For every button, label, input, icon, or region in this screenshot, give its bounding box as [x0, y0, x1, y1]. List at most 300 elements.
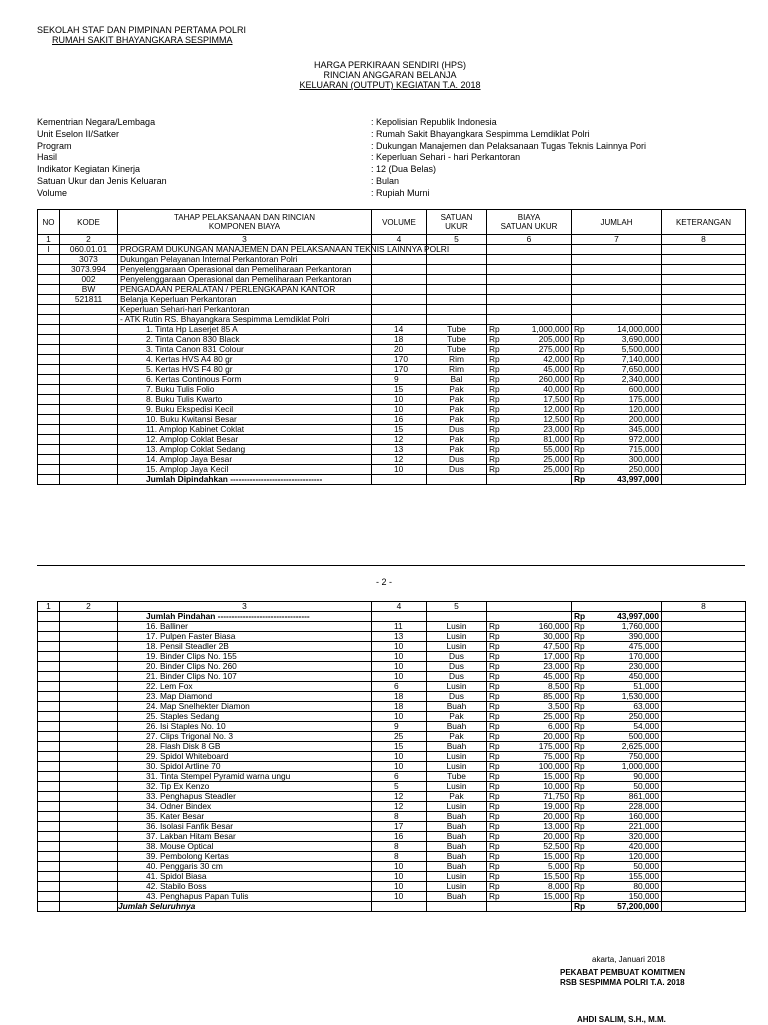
item-name: 28. Flash Disk 8 GB: [118, 742, 372, 752]
item-unit: Buah: [427, 832, 487, 842]
item-unit: Lusin: [427, 632, 487, 642]
item-row: [38, 365, 746, 375]
cell: [372, 265, 427, 275]
title-line-1: HARGA PERKIRAAN SENDIRI (HPS): [313, 60, 467, 70]
item-total-value: 345,000: [628, 424, 659, 434]
cell: [487, 265, 572, 275]
item-row: [38, 662, 746, 672]
item-total-value: 715,000: [628, 444, 659, 454]
currency: Rp: [574, 671, 585, 681]
cell: [662, 682, 746, 692]
cell: [38, 802, 60, 812]
item-name: 41. Spidol Biasa: [118, 872, 372, 882]
item-unit: Pak: [427, 405, 487, 415]
item-unit: Dus: [427, 465, 487, 475]
currency: Rp: [489, 821, 500, 831]
item-total-value: 390,000: [628, 631, 659, 641]
item-price-value: 47,500: [543, 641, 569, 651]
cell: [60, 445, 118, 455]
item-volume: 10: [372, 652, 427, 662]
item-volume: 10: [372, 862, 427, 872]
column-number: 2: [60, 235, 118, 245]
item-volume: 13: [372, 632, 427, 642]
row-no: [38, 265, 60, 275]
cell: [572, 305, 662, 315]
cell: [487, 315, 572, 325]
header-biaya-line-1: BIAYA: [517, 213, 541, 222]
cell: [662, 612, 746, 622]
cell: [662, 732, 746, 742]
currency: Rp: [574, 324, 585, 334]
item-price-value: 23,000: [543, 424, 569, 434]
info-row: [37, 129, 717, 141]
item-volume: 11: [372, 622, 427, 632]
item-total: [572, 712, 662, 722]
cell: [60, 722, 118, 732]
item-row: [38, 702, 746, 712]
currency: Rp: [574, 741, 585, 751]
cell: [38, 782, 60, 792]
currency: Rp: [574, 344, 585, 354]
page-divider: [37, 565, 745, 566]
item-name: 1. Tinta Hp Laserjet 85 A: [118, 325, 372, 335]
item-price-value: 13,000: [543, 821, 569, 831]
item-volume: 10: [372, 405, 427, 415]
item-total-value: 972,000: [628, 434, 659, 444]
row-description: - ATK Rutin RS. Bhayangkara Sespimma Lemdiklat Polri: [118, 315, 372, 325]
item-total: [572, 762, 662, 772]
item-volume: 12: [372, 435, 427, 445]
currency: Rp: [489, 374, 500, 384]
cell: [572, 295, 662, 305]
item-row: [38, 872, 746, 882]
row-description: PROGRAM DUKUNGAN MANAJEMEN DAN PELAKSANAAN TEKNIS LAINNYA POLRI: [118, 245, 372, 255]
item-row: [38, 632, 746, 642]
subtotal-amount: [572, 475, 662, 485]
currency: Rp: [574, 364, 585, 374]
item-unit: Lusin: [427, 752, 487, 762]
currency: Rp: [489, 791, 500, 801]
item-total-value: 2,625,000: [621, 741, 659, 751]
item-price: [487, 882, 572, 892]
cell: [60, 395, 118, 405]
item-total-value: 150,000: [628, 891, 659, 901]
currency: Rp: [489, 671, 500, 681]
item-row: [38, 415, 746, 425]
cell: [662, 435, 746, 445]
item-row: [38, 425, 746, 435]
currency: Rp: [574, 871, 585, 881]
cell: [662, 812, 746, 822]
cell: [38, 842, 60, 852]
item-name: 30. Spidol Artline 70: [118, 762, 372, 772]
cell: [38, 702, 60, 712]
cell: [662, 852, 746, 862]
item-name: 22. Lem Fox: [118, 682, 372, 692]
item-name: 32. Tip Ex Kenzo: [118, 782, 372, 792]
budget-table-page-1: [37, 209, 746, 485]
currency: Rp: [574, 354, 585, 364]
row-description: PENGADAAN PERALATAN / PERLENGKAPAN KANTOR: [118, 285, 372, 295]
item-total: [572, 652, 662, 662]
item-total-value: 7,140,000: [621, 354, 659, 364]
cell: [427, 255, 487, 265]
item-name: 19. Binder Clips No. 155: [118, 652, 372, 662]
item-price-value: 205,000: [538, 334, 569, 344]
header-tahap-line-1: TAHAP PELAKSANAAN DAN RINCIAN: [173, 213, 316, 222]
item-name: 26. Isi Staples No. 10: [118, 722, 372, 732]
item-price-value: 52,500: [543, 841, 569, 851]
item-row: [38, 405, 746, 415]
cell: [662, 355, 746, 365]
currency: Rp: [574, 651, 585, 661]
item-volume: 13: [372, 445, 427, 455]
item-price: [487, 672, 572, 682]
item-row: [38, 812, 746, 822]
cell: [60, 642, 118, 652]
cell: [60, 662, 118, 672]
item-volume: 10: [372, 872, 427, 882]
cell: [372, 315, 427, 325]
item-total: [572, 435, 662, 445]
currency: Rp: [489, 801, 500, 811]
item-price-value: 100,000: [538, 761, 569, 771]
item-price: [487, 415, 572, 425]
currency: Rp: [489, 721, 500, 731]
currency: Rp: [489, 851, 500, 861]
item-total: [572, 792, 662, 802]
cell: [38, 762, 60, 772]
info-label: Volume: [37, 187, 68, 198]
item-volume: 10: [372, 642, 427, 652]
info-block: [37, 117, 717, 200]
item-price: [487, 782, 572, 792]
currency: Rp: [574, 751, 585, 761]
item-unit: Lusin: [427, 622, 487, 632]
row-no: [38, 285, 60, 295]
item-price-value: 15,000: [543, 891, 569, 901]
item-total: [572, 355, 662, 365]
signatory-role-2: RSB SESPIMMA POLRI T.A. 2018: [560, 978, 685, 987]
currency: Rp: [489, 811, 500, 821]
item-row: [38, 832, 746, 842]
item-price-value: 42,000: [543, 354, 569, 364]
item-total: [572, 405, 662, 415]
item-price: [487, 375, 572, 385]
cell: [60, 832, 118, 842]
signatory-name: AHDI SALIM, S.H., M.M.: [577, 1015, 666, 1024]
cell: [662, 872, 746, 882]
cell: [572, 255, 662, 265]
item-unit: Buah: [427, 742, 487, 752]
item-name: 7. Buku Tulis Folio: [118, 385, 372, 395]
currency: Rp: [574, 801, 585, 811]
cell: [662, 325, 746, 335]
item-unit: Lusin: [427, 872, 487, 882]
item-unit: Buah: [427, 822, 487, 832]
row-no: [38, 275, 60, 285]
item-total: [572, 732, 662, 742]
currency: Rp: [574, 881, 585, 891]
item-volume: 15: [372, 742, 427, 752]
item-total-value: 155,000: [628, 871, 659, 881]
item-total-value: 120,000: [628, 851, 659, 861]
item-name: 27. Clips Trigonal No. 3: [118, 732, 372, 742]
cell: [662, 415, 746, 425]
cell: [38, 812, 60, 822]
header-biaya-line-2: SATUAN UKUR: [500, 222, 558, 231]
item-total: [572, 832, 662, 842]
currency: Rp: [574, 821, 585, 831]
cell: [662, 425, 746, 435]
org-header: [37, 25, 246, 45]
cell: [662, 475, 746, 485]
item-name: 24. Map Snelhekter Diamon: [118, 702, 372, 712]
cell: [487, 602, 572, 612]
item-name: 40. Penggaris 30 cm: [118, 862, 372, 872]
cell: [60, 652, 118, 662]
structure-row: [38, 315, 746, 325]
item-total: [572, 782, 662, 792]
item-price: [487, 652, 572, 662]
item-total-value: 861,000: [628, 791, 659, 801]
item-total-value: 2,340,000: [621, 374, 659, 384]
item-name: 36. Isolasi Fanfik Besar: [118, 822, 372, 832]
item-price: [487, 405, 572, 415]
item-name: 39. Pembolong Kertas: [118, 852, 372, 862]
item-row: [38, 622, 746, 632]
item-unit: Pak: [427, 415, 487, 425]
item-total-value: 160,000: [628, 811, 659, 821]
item-unit: Tube: [427, 325, 487, 335]
column-number: 4: [372, 602, 427, 612]
item-volume: 25: [372, 732, 427, 742]
item-row: [38, 682, 746, 692]
item-price-value: 40,000: [543, 384, 569, 394]
item-total: [572, 892, 662, 902]
item-total: [572, 722, 662, 732]
item-total-value: 170,000: [628, 651, 659, 661]
item-unit: Dus: [427, 455, 487, 465]
cell: [60, 842, 118, 852]
item-total: [572, 325, 662, 335]
cell: [38, 435, 60, 445]
cell: [662, 305, 746, 315]
item-row: [38, 822, 746, 832]
cell: [38, 742, 60, 752]
item-total-value: 3,690,000: [621, 334, 659, 344]
header-jumlah: JUMLAH: [572, 210, 662, 235]
item-row: [38, 732, 746, 742]
item-name: 15. Amplop Jaya Kecil: [118, 465, 372, 475]
item-volume: 170: [372, 365, 427, 375]
cell: [38, 902, 60, 912]
item-name: 14. Amplop Jaya Besar: [118, 455, 372, 465]
currency: Rp: [489, 364, 500, 374]
currency: Rp: [489, 731, 500, 741]
currency: Rp: [489, 841, 500, 851]
cell: [662, 712, 746, 722]
cell: [662, 642, 746, 652]
item-unit: Buah: [427, 842, 487, 852]
cell: [38, 822, 60, 832]
currency: Rp: [489, 691, 500, 701]
column-number: 4: [372, 235, 427, 245]
header-satuan: [427, 210, 487, 235]
info-value: : Keperluan Sehari - hari Perkantoran: [371, 152, 521, 163]
item-total-value: 475,000: [628, 641, 659, 651]
table-header-row: [38, 210, 746, 235]
currency: Rp: [574, 394, 585, 404]
header-no: NO: [38, 210, 60, 235]
item-price: [487, 632, 572, 642]
cell: [662, 445, 746, 455]
row-no: [38, 255, 60, 265]
item-volume: 14: [372, 325, 427, 335]
signature-block: [560, 955, 685, 988]
item-unit: Tube: [427, 772, 487, 782]
item-row: [38, 842, 746, 852]
cell: [427, 902, 487, 912]
item-name: 29. Spidol Whiteboard: [118, 752, 372, 762]
item-row: [38, 652, 746, 662]
cell: [427, 265, 487, 275]
item-total-value: 120,000: [628, 404, 659, 414]
cell: [60, 762, 118, 772]
currency: Rp: [574, 661, 585, 671]
row-kode: 060.01.01: [60, 245, 118, 255]
item-price-value: 81,000: [543, 434, 569, 444]
row-no: [38, 295, 60, 305]
item-volume: 10: [372, 395, 427, 405]
cell: [60, 425, 118, 435]
cell: [38, 872, 60, 882]
cell: [487, 612, 572, 622]
item-volume: 10: [372, 662, 427, 672]
cell: [662, 662, 746, 672]
cell: [38, 445, 60, 455]
item-row: [38, 445, 746, 455]
item-price-value: 8,500: [548, 681, 569, 691]
cell: [38, 632, 60, 642]
item-unit: Pak: [427, 385, 487, 395]
item-name: 11. Amplop Kabinet Coklat: [118, 425, 372, 435]
currency: Rp: [489, 414, 500, 424]
cell: [662, 782, 746, 792]
column-number: 1: [38, 235, 60, 245]
item-unit: Lusin: [427, 782, 487, 792]
item-total-value: 500,000: [628, 731, 659, 741]
item-volume: 10: [372, 752, 427, 762]
page-number: - 2 -: [375, 577, 392, 587]
currency: Rp: [574, 621, 585, 631]
item-price: [487, 465, 572, 475]
item-row: [38, 752, 746, 762]
item-name: 8. Buku Tulis Kwarto: [118, 395, 372, 405]
item-price: [487, 642, 572, 652]
item-total-value: 221,000: [628, 821, 659, 831]
currency: Rp: [489, 621, 500, 631]
item-price: [487, 842, 572, 852]
column-number: 3: [118, 602, 372, 612]
item-total: [572, 632, 662, 642]
currency: Rp: [489, 761, 500, 771]
currency: Rp: [574, 721, 585, 731]
item-volume: 8: [372, 842, 427, 852]
item-total: [572, 702, 662, 712]
item-price-value: 15,000: [543, 771, 569, 781]
cell: [662, 275, 746, 285]
cell: [60, 712, 118, 722]
item-volume: 8: [372, 852, 427, 862]
cell: [38, 622, 60, 632]
cell: [372, 255, 427, 265]
item-price: [487, 862, 572, 872]
cell: [60, 752, 118, 762]
item-total-value: 1,760,000: [621, 621, 659, 631]
item-volume: 170: [372, 355, 427, 365]
structure-row: [38, 305, 746, 315]
cell: [60, 435, 118, 445]
currency: Rp: [574, 701, 585, 711]
structure-row: [38, 245, 746, 255]
item-row: [38, 742, 746, 752]
item-unit: Buah: [427, 702, 487, 712]
column-number: 5: [427, 235, 487, 245]
item-price-value: 23,000: [543, 661, 569, 671]
cell: [662, 465, 746, 475]
item-name: 13. Amplop Coklat Sedang: [118, 445, 372, 455]
document-title: [250, 60, 530, 90]
grand-total-amount: [572, 902, 662, 912]
item-volume: 10: [372, 672, 427, 682]
cell: [662, 365, 746, 375]
item-price: [487, 385, 572, 395]
item-unit: Pak: [427, 435, 487, 445]
cell: [38, 862, 60, 872]
cell: [427, 305, 487, 315]
currency: Rp: [574, 841, 585, 851]
item-unit: Dus: [427, 662, 487, 672]
cell: [60, 682, 118, 692]
cell: [60, 892, 118, 902]
cell: [60, 632, 118, 642]
item-unit: Pak: [427, 792, 487, 802]
column-number: 7: [572, 235, 662, 245]
item-row: [38, 892, 746, 902]
cell: [38, 395, 60, 405]
item-row: [38, 712, 746, 722]
currency: Rp: [489, 781, 500, 791]
currency: Rp: [574, 334, 585, 344]
column-number: 8: [662, 602, 746, 612]
cell: [60, 672, 118, 682]
header-satuan-line-2: UKUR: [445, 222, 468, 231]
info-row: [37, 164, 717, 176]
cell: [38, 722, 60, 732]
item-total: [572, 812, 662, 822]
item-total-value: 63,000: [633, 701, 659, 711]
item-total: [572, 682, 662, 692]
cell: [662, 882, 746, 892]
cell: [662, 692, 746, 702]
item-price: [487, 802, 572, 812]
title-line-2: RINCIAN ANGGARAN BELANJA: [323, 70, 457, 80]
currency: Rp: [574, 404, 585, 414]
cell: [572, 285, 662, 295]
item-volume: 15: [372, 425, 427, 435]
item-total-value: 80,000: [633, 881, 659, 891]
